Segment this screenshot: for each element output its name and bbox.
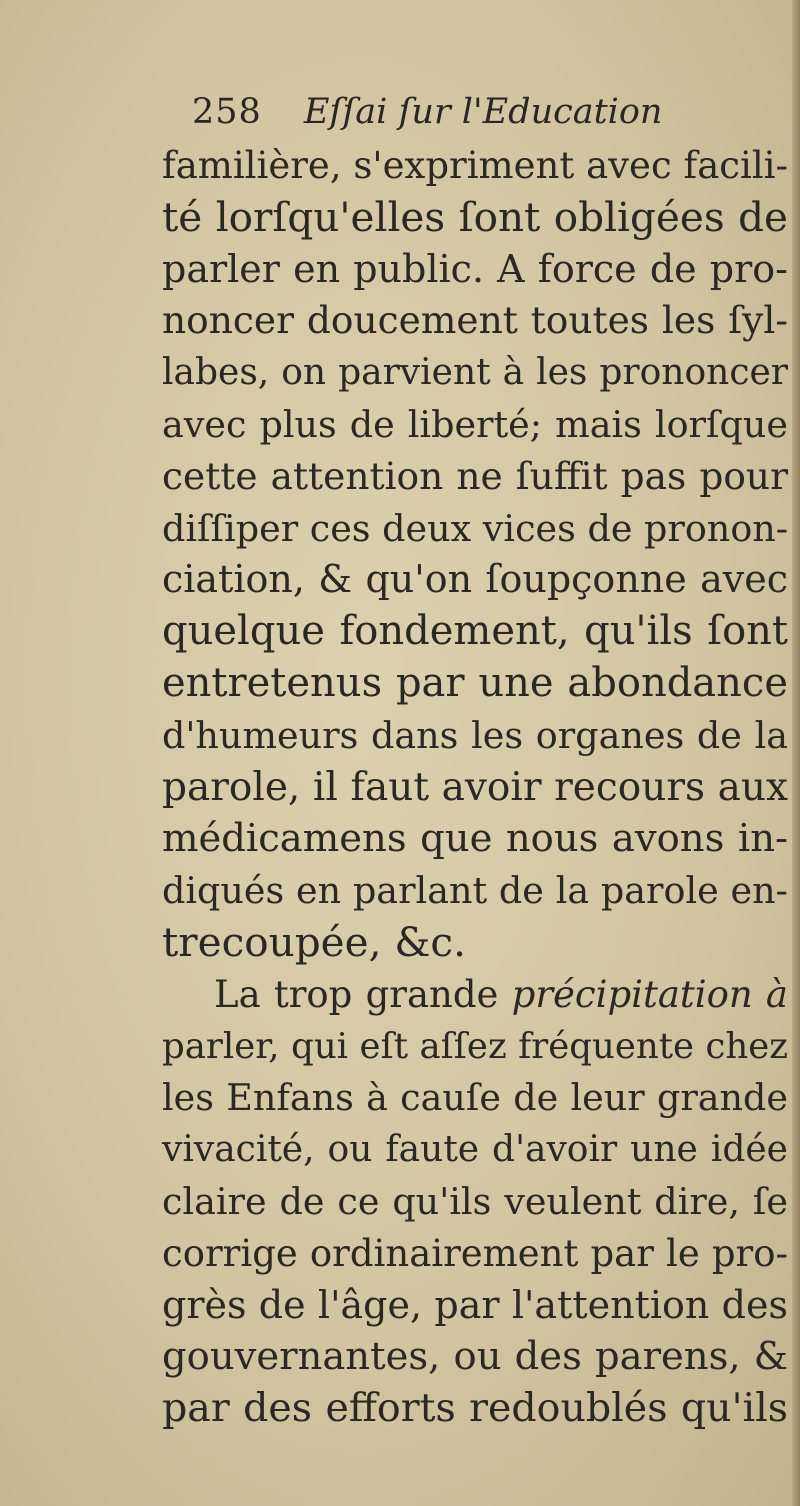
text-line: gouvernantes, ou des parens, & — [162, 1334, 788, 1380]
text-line: ciation, & qu'on ſoupçonne avec — [162, 557, 788, 602]
text-line: avec plus de liberté; mais lorſque — [162, 402, 788, 446]
text-line: parler, qui eſt aſſez fréquente chez — [162, 1025, 788, 1067]
text-line: claire de ce qu'ils veulent dire, ſe — [162, 1179, 788, 1223]
text-line: cette attention ne ſuffit pas pour — [162, 453, 788, 498]
text-line: d'humeurs dans les organes de la — [162, 713, 788, 757]
page-header — [192, 92, 662, 132]
text-line: noncer doucement toutes les ſyl- — [162, 298, 788, 343]
page-edge — [792, 0, 800, 1506]
text-line: diqués en parlant de la parole en- — [162, 869, 788, 913]
body-text — [162, 140, 788, 1435]
paragraph-first-line — [162, 969, 788, 1021]
text-line: trecoupée, &c. — [162, 917, 466, 966]
text-line: quelque fondement, qu'ils ſont — [162, 608, 788, 655]
paragraph-opening: La trop grande — [214, 972, 499, 1016]
italic-term: précipitation à — [511, 972, 788, 1016]
text-line: parler en public. A force de pro- — [162, 246, 788, 291]
text-line: les Enfans à cauſe de leur grande — [162, 1076, 788, 1120]
text-line: grès de l'âge, par l'attention des — [162, 1282, 788, 1327]
text-line: parole, il faut avoir recours aux — [162, 764, 788, 810]
page-number: 258 — [192, 92, 262, 132]
text-line: familière, s'expriment avec facili- — [162, 144, 788, 187]
text-line: diſſiper ces deux vices de pronon- — [162, 506, 789, 550]
running-title: Eſſai ſur l'Education — [303, 92, 663, 132]
text-line: par des efforts redoublés qu'ils — [162, 1385, 788, 1432]
text-line: médicamens que nous avons in- — [162, 816, 788, 862]
text-line: labes, on parvient à les prononcer — [162, 352, 788, 394]
text-line: té lorſqu'elles ſont obligées de — [162, 192, 788, 241]
text-line: vivacité, ou faute d'avoir une idée — [162, 1129, 788, 1171]
text-line: entretenus par une abondance — [162, 659, 788, 706]
text-line: corrige ordinairement par le pro- — [162, 1231, 788, 1275]
